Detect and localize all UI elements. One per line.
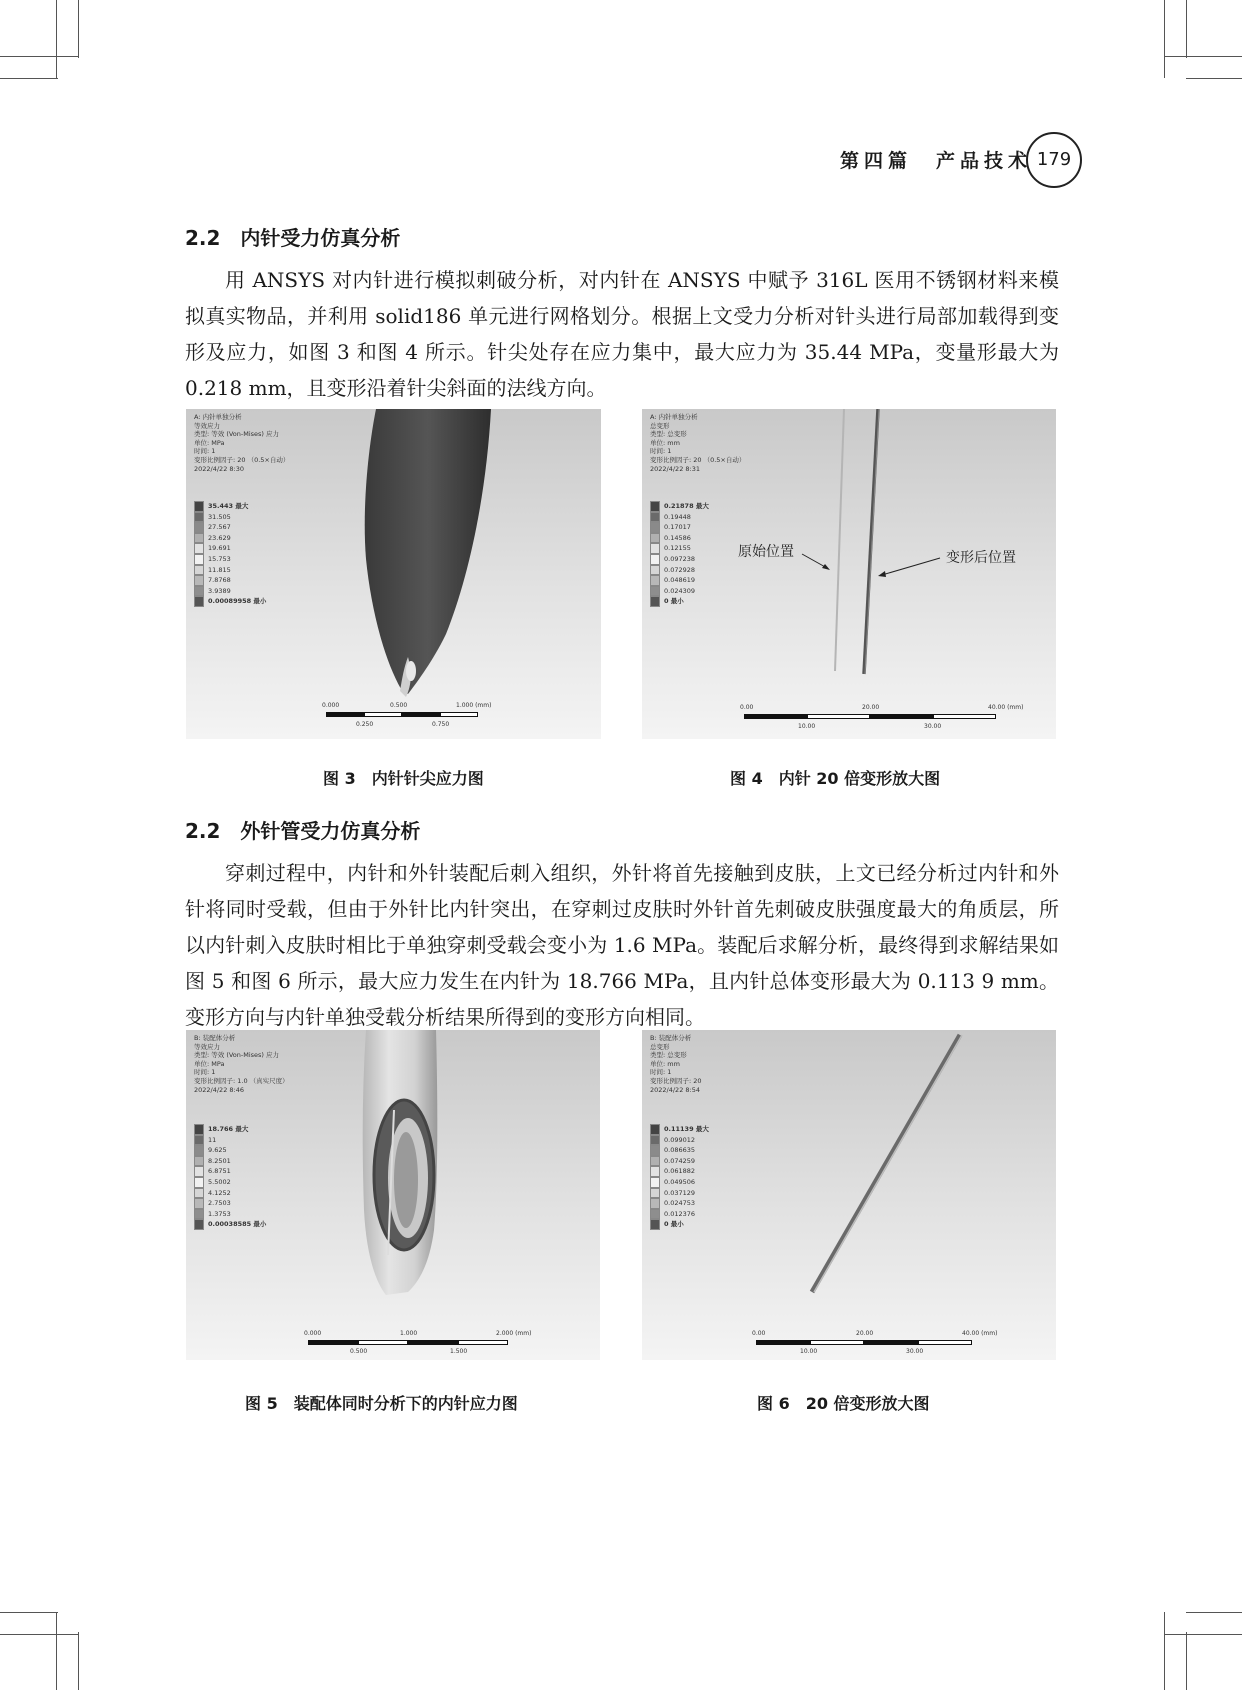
meta-line: 类型: 等效 (Von-Mises) 应力: [194, 1051, 280, 1060]
scale-label: 10.00: [798, 723, 816, 730]
meta-line: 时间: 1: [650, 447, 672, 456]
scale-label: 1.500: [450, 1348, 468, 1355]
page-number: 179: [1026, 132, 1082, 188]
legend-entry: 0.024753: [650, 1198, 709, 1209]
legend-entry: 0.21878 最大: [650, 501, 709, 512]
legend-entry: 0.086635: [650, 1145, 709, 1156]
label-original-position: 原始位置: [738, 544, 794, 560]
legend-entry: 11.815: [194, 565, 266, 576]
legend-entry: 19.691: [194, 543, 266, 554]
figure-6-legend: [650, 1124, 709, 1230]
scale-label: 20.00: [856, 1330, 874, 1337]
crop-mark: [1186, 78, 1242, 79]
meta-line: 2022/4/22 8:30: [194, 464, 244, 473]
crop-mark: [0, 56, 78, 57]
meta-line: 单位: mm: [650, 438, 680, 447]
scale-label: 0.250: [356, 721, 374, 728]
meta-line: 类型: 等效 (Von-Mises) 应力: [194, 430, 280, 439]
legend-entry: 0.12155: [650, 543, 709, 554]
legend-entry: 0.072928: [650, 565, 709, 576]
legend-entry: 35.443 最大: [194, 501, 266, 512]
scale-label: 40.00 (mm): [962, 1330, 998, 1337]
figure-6-assembly-deformation: [642, 1030, 1056, 1360]
figure-5-legend: [194, 1124, 266, 1230]
legend-entry: 0.00038585 最小: [194, 1219, 266, 1230]
scale-label: 1.000: [400, 1330, 418, 1337]
paragraph-text: 穿刺过程中，内针和外针装配后刺入组织，外针将首先接触到皮肤，上文已经分析过内针和外针将同时受载，但由于外针比内针突出，在穿刺过皮肤时外针首先刺破皮肤强度最大的角质层，所以内针刺入皮肤时相比于单独穿刺受载会变小为 1.6 MPa。装配后求解分析，最终得到求解结果如图 5 和图 6 所示，最大应力发生在内针为 18.766 MPa，且内针总体变形最大为 0.113 9 mm。变形方向与内针单独受载分析结果所得到的变形方向相同。: [185, 861, 1059, 1029]
meta-line: 单位: MPa: [194, 1059, 225, 1068]
legend-entry: 0.048619: [650, 575, 709, 586]
figure-3-caption: 图 3 内针针尖应力图: [323, 769, 484, 788]
figure-6-caption: 图 6 20 倍变形放大图: [757, 1394, 930, 1413]
figure-5-assembly-stress: [186, 1030, 600, 1360]
legend-entry: 9.625: [194, 1145, 266, 1156]
meta-line: 2022/4/22 8:54: [650, 1085, 700, 1094]
figure-5-caption: 图 5 装配体同时分析下的内针应力图: [245, 1394, 518, 1413]
crop-mark: [0, 1612, 58, 1613]
figure-4-deformation: [642, 409, 1056, 739]
figure-6-scale-bar: [752, 1330, 1046, 1360]
meta-line: 类型: 总变形: [650, 430, 687, 439]
legend-entry: 27.567: [194, 522, 266, 533]
legend-entry: 0 最小: [650, 1219, 709, 1230]
crop-mark: [1164, 56, 1242, 57]
crop-mark: [1164, 1634, 1242, 1635]
meta-line: 总变形: [650, 1042, 670, 1051]
crop-mark: [0, 78, 58, 79]
legend-entry: 0.19448: [650, 512, 709, 523]
figure-6-meta: [650, 1034, 702, 1094]
figure-4-legend: [650, 501, 709, 607]
legend-entry: 0.012376: [650, 1209, 709, 1220]
scale-label: 0.750: [432, 721, 450, 728]
meta-line: 单位: mm: [650, 1059, 680, 1068]
legend-entry: 0.061882: [650, 1166, 709, 1177]
legend-entry: 0.17017: [650, 522, 709, 533]
legend-entry: 8.2501: [194, 1156, 266, 1167]
label-deformed-position: 变形后位置: [946, 550, 1016, 566]
legend-entry: 0.00089958 最小: [194, 596, 266, 607]
legend-entry: 31.505: [194, 512, 266, 523]
paragraph-text: 用 ANSYS 对内针进行模拟刺破分析，对内针在 ANSYS 中赋予 316L 医用不锈钢材料来模拟真实物品，并利用 solid186 单元进行网格划分。根据上文受力分析对针头进行局部加载得到变形及应力，如图 3 和图 4 所示。针尖处存在应力集中，最大应力为 35.44 MPa，变量形最大为 0.218 mm，且变形沿着针尖斜面的法线方向。: [185, 268, 1059, 400]
meta-line: 等效应力: [194, 1042, 220, 1051]
meta-line: B: 装配体分析: [194, 1034, 236, 1042]
crop-mark: [56, 1612, 57, 1690]
paragraph-outer-needle: [185, 855, 1059, 1035]
section-heading-outer-needle: 2.2 外针管受力仿真分析: [185, 819, 421, 843]
crop-mark: [78, 0, 79, 58]
meta-line: 时间: 1: [194, 447, 216, 456]
legend-entry: 0.037129: [650, 1188, 709, 1199]
legend-entry: 0.049506: [650, 1177, 709, 1188]
legend-entry: 4.1252: [194, 1188, 266, 1199]
running-header: 第四篇 产品技术: [840, 150, 1033, 172]
scale-label: 2.000 (mm): [496, 1330, 532, 1337]
crop-mark: [56, 0, 57, 78]
meta-line: 类型: 总变形: [650, 1051, 687, 1060]
meta-line: 变形比例因子: 20: [650, 1076, 702, 1085]
scale-label: 30.00: [924, 723, 942, 730]
crop-mark: [1186, 1632, 1187, 1690]
scale-label: 0.00: [740, 704, 754, 711]
figure-3-meta: [194, 413, 289, 473]
figure-5-scale-bar: [304, 1330, 598, 1360]
meta-line: 变形比例因子: 20 （0.5×自动）: [194, 455, 290, 464]
meta-line: 时间: 1: [194, 1068, 216, 1077]
scale-label: 20.00: [862, 704, 880, 711]
legend-entry: 2.7503: [194, 1198, 266, 1209]
meta-line: 时间: 1: [650, 1068, 672, 1077]
legend-entry: 7.8768: [194, 575, 266, 586]
legend-entry: 1.3753: [194, 1209, 266, 1220]
meta-line: 等效应力: [194, 421, 220, 430]
paragraph-inner-needle: [185, 262, 1059, 406]
scale-label: 0.500: [390, 702, 408, 709]
legend-entry: 6.8751: [194, 1166, 266, 1177]
scale-label: 40.00 (mm): [988, 704, 1024, 711]
legend-entry: 0.024309: [650, 586, 709, 597]
legend-entry: 0.097238: [650, 554, 709, 565]
scale-label: 30.00: [906, 1348, 924, 1355]
crop-mark: [1186, 1612, 1242, 1613]
legend-entry: 5.5002: [194, 1177, 266, 1188]
meta-line: 单位: MPa: [194, 438, 225, 447]
meta-line: A: 内针单独分析: [194, 413, 242, 421]
legend-entry: 0.099012: [650, 1135, 709, 1146]
figure-3-legend: [194, 501, 266, 607]
meta-line: A: 内针单独分析: [650, 413, 698, 421]
crop-mark: [1164, 0, 1165, 78]
legend-entry: 0.14586: [650, 533, 709, 544]
crop-mark: [1164, 1612, 1165, 1690]
legend-entry: 15.753: [194, 554, 266, 565]
scale-label: 1.000 (mm): [456, 702, 492, 709]
figure-3-scale-bar: [322, 702, 566, 739]
figure-4-caption: 图 4 内针 20 倍变形放大图: [730, 769, 941, 788]
crop-mark: [78, 1632, 79, 1690]
figure-5-meta: [194, 1034, 289, 1094]
scale-label: 0.000: [322, 702, 340, 709]
legend-entry: 0 最小: [650, 596, 709, 607]
figure-4-scale-bar: [740, 704, 1044, 739]
scale-label: 0.00: [752, 1330, 766, 1337]
meta-line: 总变形: [650, 421, 670, 430]
meta-line: 变形比例因子: 20 （0.5×自动）: [650, 455, 746, 464]
figure-4-meta: [650, 413, 745, 473]
figure-3-stress: [186, 409, 601, 739]
section-heading-inner-needle: 2.2 内针受力仿真分析: [185, 226, 401, 250]
legend-entry: 11: [194, 1135, 266, 1146]
legend-entry: 3.9389: [194, 586, 266, 597]
scale-label: 0.500: [350, 1348, 368, 1355]
crop-mark: [0, 1634, 78, 1635]
meta-line: 2022/4/22 8:46: [194, 1085, 244, 1094]
legend-entry: 18.766 最大: [194, 1124, 266, 1135]
legend-entry: 0.11139 最大: [650, 1124, 709, 1135]
meta-line: 2022/4/22 8:31: [650, 464, 700, 473]
crop-mark: [1186, 0, 1187, 58]
legend-entry: 23.629: [194, 533, 266, 544]
legend-entry: 0.074259: [650, 1156, 709, 1167]
meta-line: B: 装配体分析: [650, 1034, 692, 1042]
scale-label: 0.000: [304, 1330, 322, 1337]
meta-line: 变形比例因子: 1.0 （真实尺度）: [194, 1076, 289, 1085]
scale-label: 10.00: [800, 1348, 818, 1355]
